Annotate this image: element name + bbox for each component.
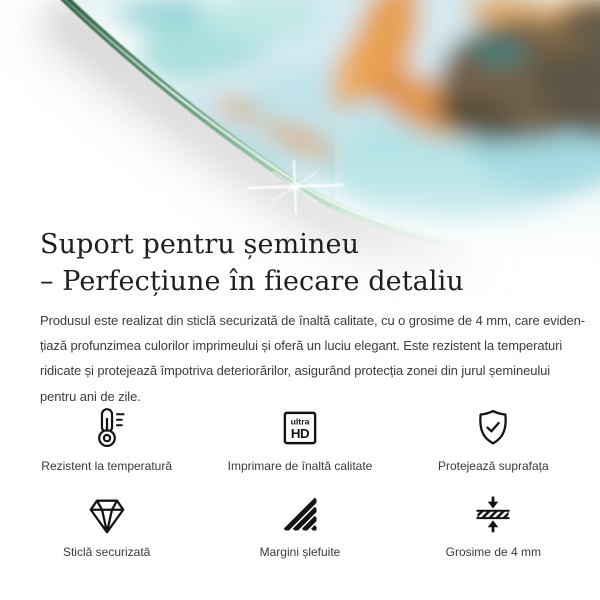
feature-label: Sticlă securizată <box>62 545 151 559</box>
feature-item-polished-edges <box>203 488 396 560</box>
feature-item-print-quality <box>203 402 396 474</box>
description-line: Produsul este realizat din sticlă securizată de înaltă calitate, cu o grosime de 4 mm, care eviden- <box>40 313 586 328</box>
features-grid <box>10 402 590 560</box>
product-description <box>40 308 585 409</box>
description-line: țiază profunzimea culorilor imprimeului și oferă un luciu elegant. Este rezistent la temperaturi <box>40 338 563 354</box>
shield-check-icon <box>471 402 515 450</box>
ultra-hd-icon <box>278 402 322 450</box>
feature-label: Imprimare de înaltă calitate <box>227 459 373 473</box>
polished-edges-icon <box>278 488 322 536</box>
feature-item-temperature <box>10 402 203 474</box>
description-line: ridicate și protejează împotriva deteriorărilor, asigurând protecția zonei din jurul șemineului <box>40 363 551 379</box>
feature-label: Grosime de 4 mm <box>445 545 541 559</box>
feature-item-tempered-glass <box>10 488 203 560</box>
thickness-4mm-icon <box>470 488 516 536</box>
page-title-line2: – Perfecțiune în fiecare detaliu <box>40 266 464 297</box>
feature-item-protects-surface <box>397 402 590 474</box>
feature-label: Rezistent la temperatură <box>41 459 173 473</box>
description-line: pentru ani de zile. <box>40 388 141 404</box>
diamond-icon <box>84 488 130 536</box>
feature-label: Margini șlefuite <box>259 545 341 559</box>
ultra-hd-icon-text-small: ultra <box>290 416 310 427</box>
thermometer-icon <box>84 402 130 450</box>
page-title <box>40 226 464 300</box>
feature-label: Protejează suprafața <box>437 459 549 473</box>
feature-item-thickness <box>397 488 590 560</box>
ultra-hd-icon-text-large: HD <box>290 426 310 442</box>
page-title-line1: Suport pentru șemineu <box>40 229 360 260</box>
